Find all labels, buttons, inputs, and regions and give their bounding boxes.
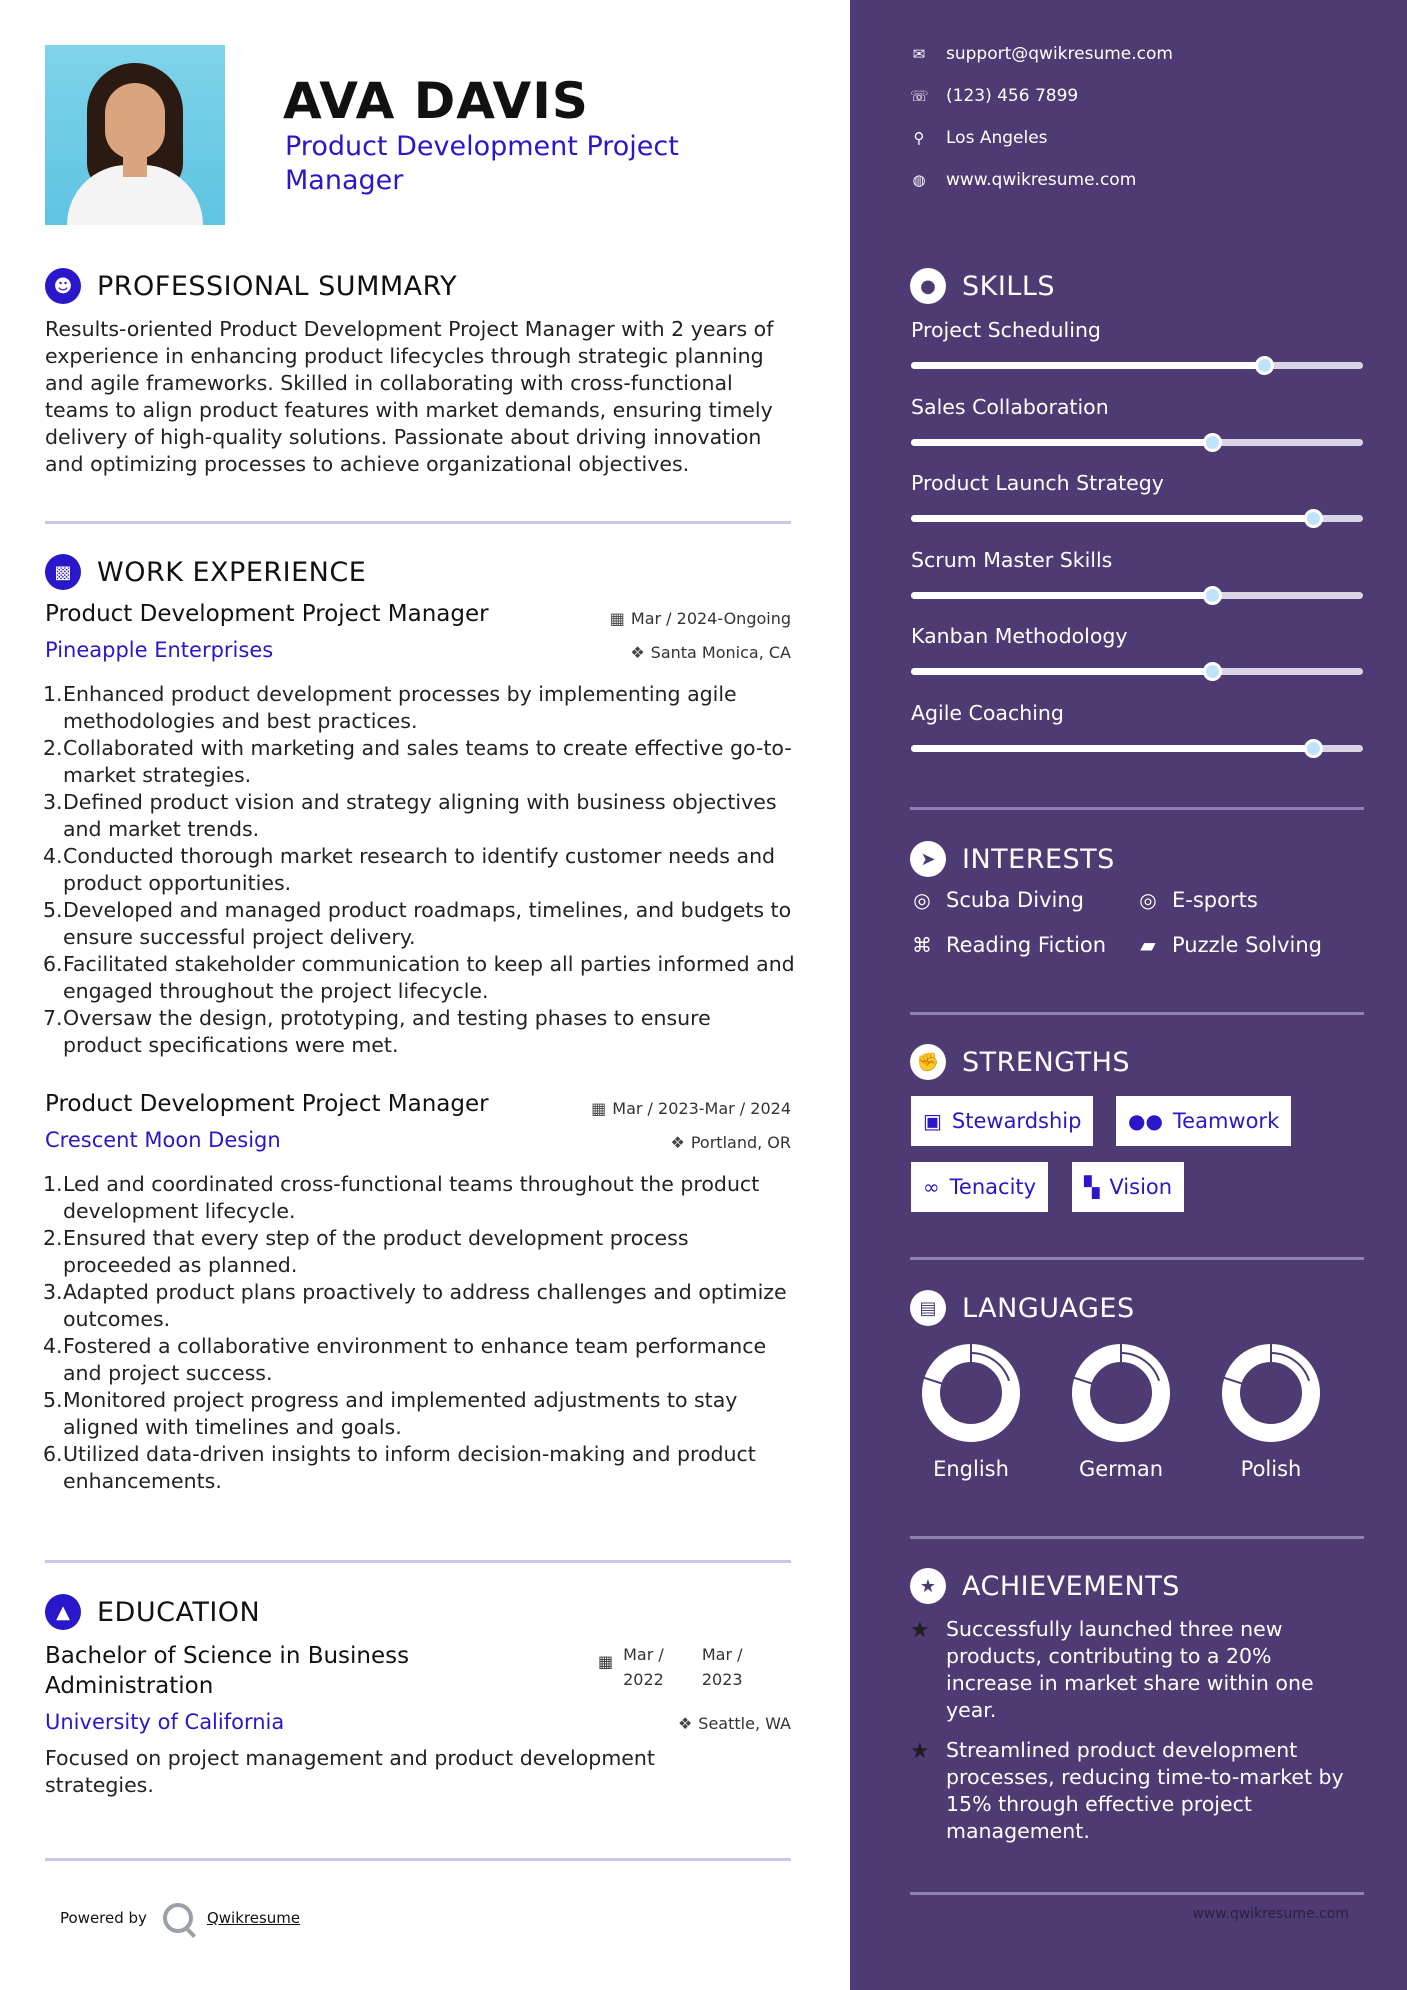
life-ring-icon: ◎	[913, 888, 931, 912]
qwikresume-logo-icon	[163, 1903, 193, 1933]
job-date: ▦ Mar / 2023-Mar / 2024	[591, 1099, 791, 1118]
interests-heading	[910, 841, 1115, 877]
strengths-title: STRENGTHS	[962, 1046, 1131, 1078]
skill-slider-handle	[1203, 433, 1222, 452]
skill-bar	[911, 439, 1363, 446]
achievement-item: ★ Successfully launched three new products, contributing to a 20% increase in market share within one year.	[910, 1617, 1314, 1722]
strength-tag: ∞ Tenacity	[911, 1162, 1048, 1212]
achievements-heading	[910, 1568, 1180, 1604]
candidate-name: AVA DAVIS	[283, 72, 589, 130]
strength-tag: ▚ Vision	[1072, 1162, 1184, 1212]
users-icon: ●●	[1128, 1109, 1163, 1133]
envelope-icon: ✉	[912, 45, 926, 63]
job-responsibilities	[45, 1171, 795, 1495]
education-title: EDUCATION	[97, 1596, 261, 1628]
life-ring-icon: ◎	[1139, 888, 1157, 912]
divider	[910, 1012, 1364, 1015]
languages-heading	[910, 1290, 1135, 1326]
pushpin-icon: ❖	[630, 643, 645, 662]
paper-plane-icon: ➤	[910, 841, 946, 877]
skill-bar-fill	[911, 439, 1212, 446]
list-item: 3. Adapted product plans proactively to address challenges and optimize outcomes.	[43, 1280, 787, 1331]
skill-bar-fill	[911, 745, 1313, 752]
job-location: ❖ Santa Monica, CA	[630, 643, 791, 662]
divider	[910, 1892, 1364, 1895]
education-date: ▦ Mar / 2022 Mar / 2023	[598, 1642, 743, 1692]
list-item: 1. Enhanced product development processes by implementing agile methodologies and best practices.	[43, 682, 737, 733]
language-item	[1206, 1343, 1336, 1481]
language-ring	[1071, 1343, 1171, 1443]
skill-label: Agile Coaching	[911, 700, 1064, 725]
book-icon: ▰	[1140, 933, 1156, 957]
summary-title: PROFESSIONAL SUMMARY	[97, 270, 458, 302]
job-title: Product Development Project Manager	[45, 601, 489, 627]
interest-item: ▰ Puzzle Solving	[1136, 933, 1322, 957]
link-icon: ∞	[923, 1175, 940, 1199]
divider	[910, 1536, 1364, 1539]
skill-slider-handle	[1255, 356, 1274, 375]
achievements-title: ACHIEVEMENTS	[962, 1570, 1180, 1602]
skill-bar-fill	[911, 592, 1212, 599]
interests-title: INTERESTS	[962, 843, 1115, 875]
interest-item: ⌘ Reading Fiction	[912, 933, 1107, 957]
skill-bar-fill	[911, 362, 1264, 369]
graduate-icon: ▲	[45, 1594, 81, 1630]
skill-slider-handle	[1203, 586, 1222, 605]
fist-icon: ✊	[910, 1044, 946, 1080]
skill-label: Project Scheduling	[911, 318, 1101, 342]
office-chair-icon: ▩	[45, 554, 81, 590]
education-location: ❖ Seattle, WA	[677, 1714, 791, 1733]
language-label: English	[933, 1457, 1009, 1481]
languages-title: LANGUAGES	[962, 1292, 1135, 1324]
list-item: 6. Facilitated stakeholder communication to keep all parties informed and engaged throughout the project lifecycle.	[43, 952, 795, 1003]
lightbulb-icon: ●	[910, 268, 946, 304]
strength-tag: ●● Teamwork	[1116, 1096, 1291, 1146]
language-icon: ▤	[910, 1290, 946, 1326]
calendar-icon: ▦	[609, 609, 625, 628]
contact-item: ⚲ Los Angeles	[910, 128, 1048, 148]
language-ring-center	[942, 1364, 1000, 1422]
contact-item: ✉ support@qwikresume.com	[910, 44, 1173, 64]
summary-heading	[45, 268, 457, 304]
language-ring	[921, 1343, 1021, 1443]
skill-label: Scrum Master Skills	[911, 547, 1113, 572]
location-pin-icon: ⚲	[913, 129, 925, 147]
qwikresume-link[interactable]: Qwikresume	[206, 1909, 301, 1927]
binoculars-icon: ▚	[1084, 1175, 1100, 1199]
divider	[45, 521, 791, 524]
skill-bar-fill	[911, 668, 1212, 675]
list-item: 7. Oversaw the design, prototyping, and testing phases to ensure product specifications were met.	[43, 1006, 711, 1057]
divider	[910, 807, 1364, 810]
achievement-item: ★ Streamlined product development processes, reducing time-to-market by 15% through effective project management.	[910, 1738, 1344, 1843]
powered-by: Powered by Qwikresume	[60, 1903, 300, 1933]
star-badge-icon: ★	[910, 1568, 946, 1604]
skill-bar-fill	[911, 515, 1313, 522]
language-item	[906, 1343, 1036, 1481]
list-item: 6. Utilized data-driven insights to inform decision-making and product enhancements.	[43, 1442, 756, 1493]
briefcase-icon: ▣	[923, 1109, 942, 1133]
list-item: 1. Led and coordinated cross-functional teams throughout the product development lifecycle.	[43, 1172, 760, 1223]
education-degree: Bachelor of Science in Business Administration	[45, 1643, 410, 1699]
skill-bar	[911, 515, 1363, 522]
skill-bar	[911, 592, 1363, 599]
interest-item: ◎ E-sports	[1136, 888, 1258, 912]
candidate-role: Product Development Project Manager	[285, 131, 679, 196]
list-item: 4. Fostered a collaborative environment to enhance team performance and project success.	[43, 1334, 767, 1385]
list-item: 3. Defined product vision and strategy aligning with business objectives and market trends.	[43, 790, 777, 841]
contact-item: ☏ (123) 456 7899	[910, 86, 1079, 106]
job-title: Product Development Project Manager	[45, 1091, 489, 1117]
language-ring-center	[1242, 1364, 1300, 1422]
calendar-icon: ▦	[591, 1099, 607, 1118]
gamepad-icon: ⌘	[912, 933, 932, 957]
skill-bar	[911, 745, 1363, 752]
strengths-heading	[910, 1044, 1130, 1080]
contact-item: ◍ www.qwikresume.com	[910, 170, 1136, 190]
education-school: University of California	[45, 1710, 285, 1734]
profile-photo	[45, 45, 225, 225]
calendar-icon: ▦	[598, 1652, 614, 1671]
strength-tag: ▣ Stewardship	[911, 1096, 1093, 1146]
skill-label: Product Launch Strategy	[911, 471, 1164, 495]
job-company: Pineapple Enterprises	[45, 638, 274, 662]
job-responsibilities	[45, 681, 795, 1059]
skills-title: SKILLS	[962, 270, 1056, 302]
stars-icon: ★	[910, 1618, 930, 1643]
education-heading	[45, 1594, 260, 1630]
divider	[45, 1560, 791, 1563]
experience-title: WORK EXPERIENCE	[97, 556, 367, 588]
job-company: Crescent Moon Design	[45, 1128, 281, 1152]
skill-bar	[911, 362, 1363, 369]
job-location: ❖ Portland, OR	[670, 1133, 791, 1152]
list-item: 4. Conducted thorough market research to identify customer needs and product opportunities.	[43, 844, 776, 895]
language-label: German	[1078, 1457, 1164, 1481]
user-icon: ☻	[45, 268, 81, 304]
language-ring-center	[1092, 1364, 1150, 1422]
interest-item: ◎ Scuba Diving	[910, 888, 1084, 912]
skill-label: Kanban Methodology	[911, 624, 1128, 648]
phone-icon: ☏	[910, 87, 929, 105]
summary-text: Results-oriented Product Development Project Manager with 2 years of experience in enhancing product lifecycles through strategic planning and agile frameworks. Skilled in collaborating with cross-functional teams to align product features with market demands, ensuring timely delivery of high-quality solutions. Passionate about driving innovation and optimizing processes to achieve organizational objectives.	[45, 317, 774, 476]
list-item: 2. Ensured that every step of the product development process proceeded as planned.	[43, 1226, 689, 1277]
pushpin-icon: ❖	[670, 1133, 685, 1152]
language-ring	[1221, 1343, 1321, 1443]
skill-bar	[911, 668, 1363, 675]
list-item: 5. Developed and managed product roadmaps, timelines, and budgets to ensure successful project delivery.	[43, 898, 792, 949]
footer-site: www.qwikresume.com	[1192, 1906, 1349, 1922]
education-text: Focused on project management and product development strategies.	[45, 1746, 655, 1797]
divider	[45, 1858, 791, 1861]
list-item: 2. Collaborated with marketing and sales teams to create effective go-to-market strategies.	[43, 736, 792, 787]
pushpin-icon: ❖	[677, 1714, 693, 1733]
skill-slider-handle	[1203, 662, 1222, 681]
job-date: ▦ Mar / 2024-Ongoing	[609, 609, 791, 628]
divider	[910, 1257, 1364, 1260]
experience-heading	[45, 554, 366, 590]
globe-icon: ◍	[912, 171, 926, 189]
language-item	[1056, 1343, 1186, 1481]
skill-slider-handle	[1304, 739, 1323, 758]
list-item: 5. Monitored project progress and implemented adjustments to stay aligned with timelines and goals.	[43, 1388, 738, 1439]
stars-icon: ★	[910, 1739, 930, 1764]
skills-heading	[910, 268, 1055, 304]
skill-label: Sales Collaboration	[911, 394, 1109, 419]
language-label: Polish	[1240, 1457, 1302, 1481]
